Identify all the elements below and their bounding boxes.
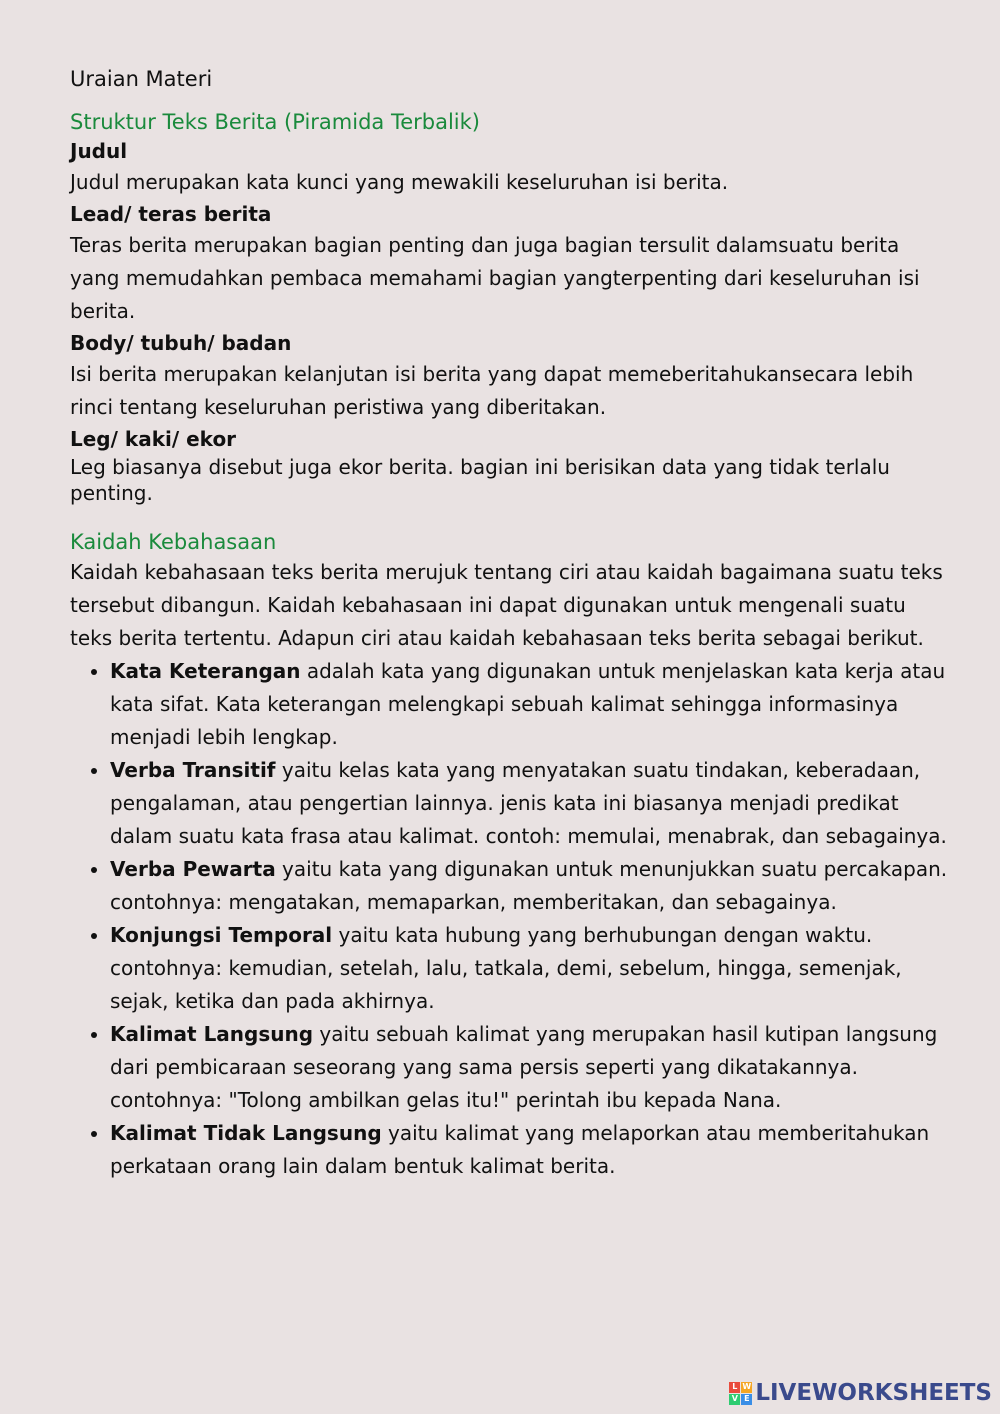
desc: yaitu kata yang digunakan untuk menunjukkan suatu percakapan. contohnya: mengatakan, memaparkan, memberitakan, dan sebagainya. xyxy=(110,857,948,914)
struktur-text: Isi berita merupakan kelanjutan isi berita yang dapat memeberitahukansecara lebih rinci tentang keseluruhan peristiwa yang diberitakan. xyxy=(70,362,914,419)
term: Kalimat Tidak Langsung xyxy=(110,1121,382,1145)
struktur-text: Judul merupakan kata kunci yang mewakili keseluruhan isi berita. xyxy=(70,170,729,194)
struktur-item-leg xyxy=(70,424,950,506)
list-item xyxy=(110,1018,950,1117)
list-item xyxy=(110,655,950,754)
term: Kata Keterangan xyxy=(110,659,301,683)
desc: adalah kata yang digunakan untuk menjelaskan kata kerja atau kata sifat. Kata keterangan melengkapi sebuah kalimat sehingga informasinya menjadi lebih lengkap. xyxy=(110,659,946,749)
struktur-item-body xyxy=(70,328,950,424)
term: Konjungsi Temporal xyxy=(110,923,333,947)
logo-icon xyxy=(729,1382,752,1405)
struktur-label: Judul xyxy=(70,139,128,163)
worksheet-page xyxy=(70,62,950,1183)
logo-cell: W xyxy=(742,1382,752,1391)
brand-name: LIVEWORKSHEETS xyxy=(755,1380,992,1406)
struktur-item-judul xyxy=(70,136,950,199)
struktur-label: Body/ tubuh/ badan xyxy=(70,331,292,355)
term: Verba Transitif xyxy=(110,758,276,782)
kaidah-heading: Kaidah Kebahasaan xyxy=(70,530,277,554)
logo-cell: L xyxy=(729,1382,740,1393)
struktur-text: Teras berita merupakan bagian penting dan juga bagian tersulit dalamsuatu berita yang memudahkan pembaca memahami bagian yangterpenting dari keseluruhan isi berita. xyxy=(70,233,920,323)
list-item xyxy=(110,754,950,853)
struktur-heading: Struktur Teks Berita (Piramida Terbalik) xyxy=(70,110,480,134)
list-item xyxy=(110,1117,950,1183)
struktur-label: Lead/ teras berita xyxy=(70,202,272,226)
struktur-text: Leg biasanya disebut juga ekor berita. bagian ini berisikan data yang tidak terlalu penting. xyxy=(70,455,890,505)
term: Verba Pewarta xyxy=(110,857,276,881)
list-item xyxy=(110,853,950,919)
desc: yaitu kata hubung yang berhubungan dengan waktu. contohnya: kemudian, setelah, lalu, tatkala, demi, sebelum, hingga, semenjak, sejak, ketika dan pada akhirnya. xyxy=(110,923,902,1013)
page-title: Uraian Materi xyxy=(70,67,213,91)
logo-cell: E xyxy=(741,1394,752,1405)
desc: yaitu kalimat yang melaporkan atau memberitahukan perkataan orang lain dalam bentuk kalimat berita. xyxy=(110,1121,930,1178)
section-gap xyxy=(70,506,950,528)
liveworksheets-logo[interactable] xyxy=(729,1380,992,1406)
term: Kalimat Langsung xyxy=(110,1022,314,1046)
kaidah-intro: Kaidah kebahasaan teks berita merujuk tentang ciri atau kaidah bagaimana suatu teks tersebut dibangun. Kaidah kebahasaan ini dapat digunakan untuk mengenali suatu teks berita tertentu. Adapun ciri atau kaidah kebahasaan teks berita sebagai berikut. xyxy=(70,560,943,650)
desc: yaitu sebuah kalimat yang merupakan hasil kutipan langsung dari pembicaraan seseorang yang sama persis seperti yang dikatakannya. contohnya: "Tolong ambilkan gelas itu!" perintah ibu kepada Nana. xyxy=(110,1022,938,1112)
kaidah-list xyxy=(70,655,950,1183)
list-item xyxy=(110,919,950,1018)
struktur-item-lead xyxy=(70,199,950,328)
logo-cell: V xyxy=(729,1394,740,1405)
struktur-label: Leg/ kaki/ ekor xyxy=(70,427,237,451)
desc: yaitu kelas kata yang menyatakan suatu tindakan, keberadaan, pengalaman, atau pengertian lainnya. jenis kata ini biasanya menjadi predikat dalam suatu kata frasa atau kalimat. contoh: memulai, menabrak, dan sebagainya. xyxy=(110,758,947,848)
